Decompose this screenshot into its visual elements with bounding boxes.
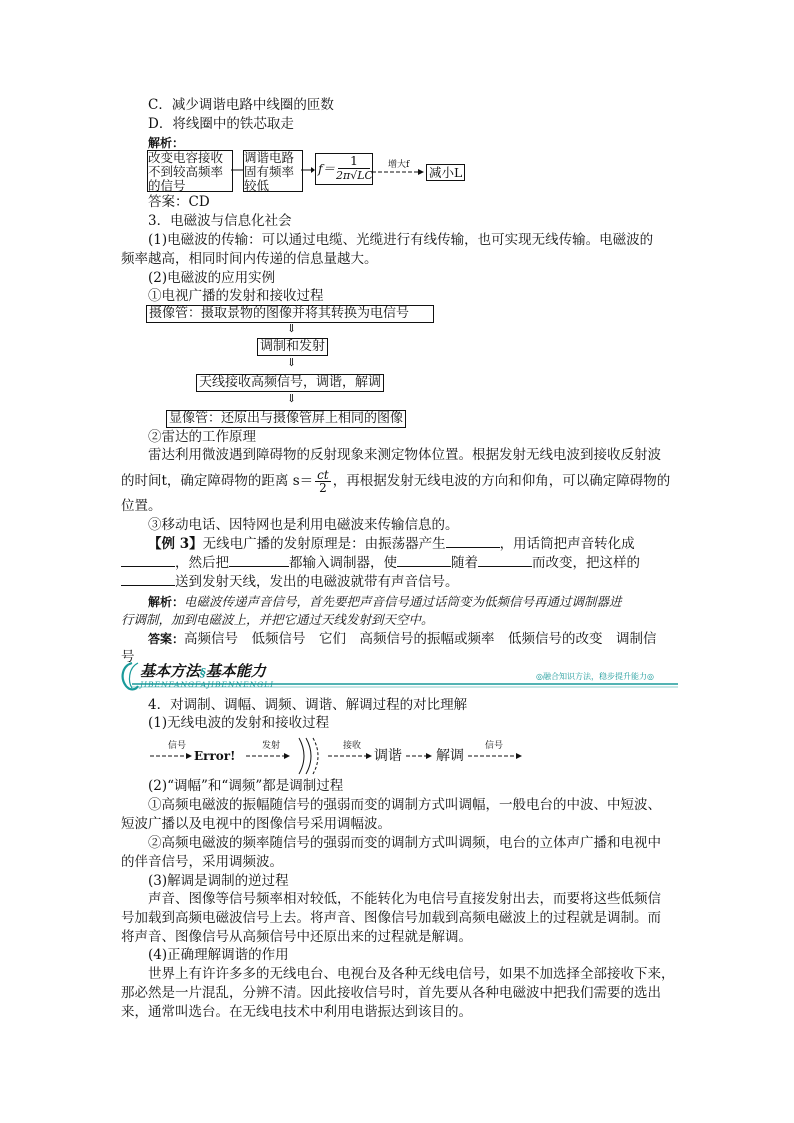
chain-label-signal: 信号 bbox=[168, 741, 187, 751]
section3-p5a: 雷达利用微波遇到障碍物的反射现象来测定物体位置。根据发射无线电波到接收反射波 bbox=[148, 447, 661, 463]
box-line: 的信号 bbox=[148, 178, 186, 193]
formula-lhs: f＝ bbox=[318, 161, 336, 176]
wave-icon bbox=[296, 736, 322, 776]
chain-label-emit: 发射 bbox=[262, 741, 281, 751]
section3-p3: ①电视广播的发射和接收过程 bbox=[148, 288, 324, 304]
section4-p6a: 声音、图像等信号频率相对较低，不能转化为电信号直接发射出去，而要将这些低频信 bbox=[148, 891, 661, 907]
answer-label: 答案： bbox=[148, 632, 185, 646]
example3-line1 bbox=[148, 535, 635, 553]
banner-sep-icon: § bbox=[200, 666, 206, 679]
section3-p1a: (1)电磁波的传输：可以通过电缆、光缆进行有线传输，也可实现无线传输。电磁波的 bbox=[148, 232, 654, 248]
section4-p2: (2)“调幅”和“调频”都是调制过程 bbox=[148, 778, 344, 794]
example-text: 随着 bbox=[451, 555, 478, 571]
dashed-arrow-icon bbox=[406, 751, 432, 761]
banner-title-b: 基本能力 bbox=[205, 662, 266, 680]
section3-p1b: 频率越高，相同时间内传递的信息量越大。 bbox=[121, 251, 378, 267]
fill-blank[interactable] bbox=[121, 566, 175, 567]
dashed-arrow-icon bbox=[150, 751, 192, 761]
section4-p3b: 短波广播以及电视中的图像信号采用调幅波。 bbox=[121, 816, 391, 832]
dashed-arrow-icon bbox=[468, 751, 522, 761]
fill-blank[interactable] bbox=[229, 566, 289, 567]
analysis-label: 解析： bbox=[148, 595, 185, 609]
example-text: 无线电广播的发射原理是：由振荡器产生 bbox=[202, 536, 446, 552]
section4-p6b: 号加载到高频电磁波信号上去。将声音、图像信号加载到高频电磁波上的过程就是调制。而 bbox=[121, 910, 661, 926]
section4-p6c: 将声音、图像信号从高频信号中还原出来的过程就是解调。 bbox=[121, 929, 472, 945]
fraction-denominator: 2 bbox=[319, 481, 327, 495]
banner-slogan: ◎融合知识方法，稳步提升能力◎ bbox=[536, 672, 654, 681]
banner-title bbox=[140, 662, 266, 682]
banner-pinyin: JIBENFANGFAJIBENNENGLI bbox=[140, 680, 275, 689]
chain-demod: 解调 bbox=[436, 748, 464, 764]
banner-title-a: 基本方法 bbox=[140, 662, 201, 680]
flow-display-tube: 显像管：还原出与摄像管屏上相同的图像 bbox=[166, 410, 406, 428]
section3-title: 3．电磁波与信息化社会 bbox=[148, 213, 292, 229]
fraction-numerator: ct bbox=[317, 468, 329, 482]
fill-blank[interactable] bbox=[478, 566, 532, 567]
section3-p5b bbox=[121, 468, 670, 494]
example3-analysis bbox=[148, 593, 622, 611]
arrow-label: 增大f bbox=[388, 160, 410, 170]
analysis-label: 解析： bbox=[148, 136, 185, 150]
example-text: ，然后把 bbox=[175, 555, 229, 571]
section4-p1: (1)无线电波的发射和接收过程 bbox=[148, 715, 330, 731]
answer-text: 高频信号 低频信号 它们 高频信号的振幅或频率 低频信号的改变 调制信 bbox=[184, 631, 657, 647]
radar-fraction bbox=[315, 469, 331, 494]
answer-1: 答案：CD bbox=[148, 194, 210, 210]
box-line: 改变电容接收 bbox=[148, 150, 224, 165]
section4-p4a: ②高频电磁波的频率随信号的强弱而变的调制方式叫调频，电台的立体声广播和电视中 bbox=[148, 835, 661, 851]
chain-label-receive: 接收 bbox=[343, 741, 362, 751]
flow-box-tuning bbox=[243, 150, 303, 192]
fill-blank[interactable] bbox=[446, 547, 500, 548]
dashed-arrow-icon bbox=[372, 167, 424, 177]
radar-text-post: ，再根据发射无线电波的方向和仰角，可以确定障碍物的 bbox=[332, 473, 671, 489]
example3-line3 bbox=[121, 573, 459, 591]
example-text: ，用话筒把声音转化成 bbox=[499, 536, 635, 552]
chain-tune: 调谐 bbox=[374, 748, 402, 764]
section4-p8b: 那必然是一片混乱，分辨不清。因此接收信号时，首先要从各种电磁波中把我们需要的选出 bbox=[121, 985, 661, 1001]
box-line: 较低 bbox=[244, 178, 270, 193]
section3-p2: (2)电磁波的应用实例 bbox=[148, 270, 276, 286]
dashed-arrow-icon bbox=[328, 751, 372, 761]
down-arrow-icon: ⇓ bbox=[287, 322, 297, 335]
section4-p8a: 世界上有许许多多的无线电台、电视台及各种无线电信号，如果不加选择全部接收下来， bbox=[148, 966, 675, 982]
section3-p6: ③移动电话、因特网也是利用电磁波来传输信息的。 bbox=[148, 517, 459, 533]
example3-analysis-2: 行调制，加到电磁波上，并把它通过天线发射到天空中。 bbox=[121, 612, 434, 627]
flow-antenna: 天线接收高频信号，调谐，解调 bbox=[196, 374, 384, 392]
section4-p7: (4)正确理解调谐的作用 bbox=[148, 947, 289, 963]
analysis-text: 电磁波传递声音信号，首先要把声音信号通过话筒变为低频信号再通过调制器进 bbox=[184, 594, 622, 609]
section3-p4: ②雷达的工作原理 bbox=[148, 429, 256, 445]
flow-box-capacitor bbox=[147, 150, 233, 192]
radar-text-pre: 的时间t，确定障碍物的距离 s＝ bbox=[121, 473, 314, 489]
example-text: 都输入调制器，使 bbox=[289, 555, 397, 571]
example3-answer-2: 号 bbox=[121, 649, 135, 665]
option-c: C．减少调谐电路中线圈的匝数 bbox=[148, 97, 334, 113]
example-text: 而改变，把这样的 bbox=[532, 555, 640, 571]
flow-modulate-emit: 调制和发射 bbox=[257, 338, 328, 356]
section4-title: 4．对调制、调幅、调频、调谐、解调过程的对比理解 bbox=[148, 697, 468, 713]
chain-label-signal-2: 信号 bbox=[485, 741, 504, 751]
option-d: D．将线圈中的铁芯取走 bbox=[148, 116, 294, 132]
dashed-arrow-icon bbox=[246, 751, 290, 761]
section-banner bbox=[118, 660, 678, 694]
flow-camera-tube: 摄像管：摄取景物的图像并将其转换为电信号 bbox=[146, 305, 434, 323]
example-text: 送到发射天线，发出的电磁波就带有声音信号。 bbox=[175, 574, 459, 590]
example3-line2 bbox=[121, 554, 640, 572]
box-line: 不到较高频率 bbox=[148, 164, 224, 179]
example3-answer bbox=[148, 630, 657, 648]
section3-p5c: 位置。 bbox=[121, 498, 162, 514]
chain-error: Error! bbox=[194, 749, 236, 763]
flow-box-formula bbox=[315, 153, 373, 185]
section4-p3a: ①高频电磁波的振幅随信号的强弱而变的调制方式叫调幅，一般电台的中波、中短波、 bbox=[148, 797, 661, 813]
formula-numerator: 1 bbox=[338, 154, 370, 169]
fill-blank[interactable] bbox=[397, 566, 451, 567]
box-line: 调谐电路 bbox=[244, 150, 295, 165]
down-arrow-icon: ⇓ bbox=[287, 392, 297, 405]
section4-p5: (3)解调是调制的逆过程 bbox=[148, 873, 289, 889]
formula-denominator: 2π√LC bbox=[336, 169, 373, 182]
example-tag: 【例 3】 bbox=[148, 536, 203, 552]
fill-blank[interactable] bbox=[121, 585, 175, 586]
section4-p8c: 来，通常叫选台。在无线电技术中利用电谐振达到该目的。 bbox=[121, 1004, 472, 1020]
down-arrow-icon: ⇓ bbox=[287, 356, 297, 369]
section4-p4b: 的伴音信号，采用调频波。 bbox=[121, 854, 283, 870]
box-line: 固有频率 bbox=[244, 164, 295, 179]
flow-box-result: 减小L bbox=[426, 164, 465, 181]
arrow-icon bbox=[301, 165, 315, 175]
